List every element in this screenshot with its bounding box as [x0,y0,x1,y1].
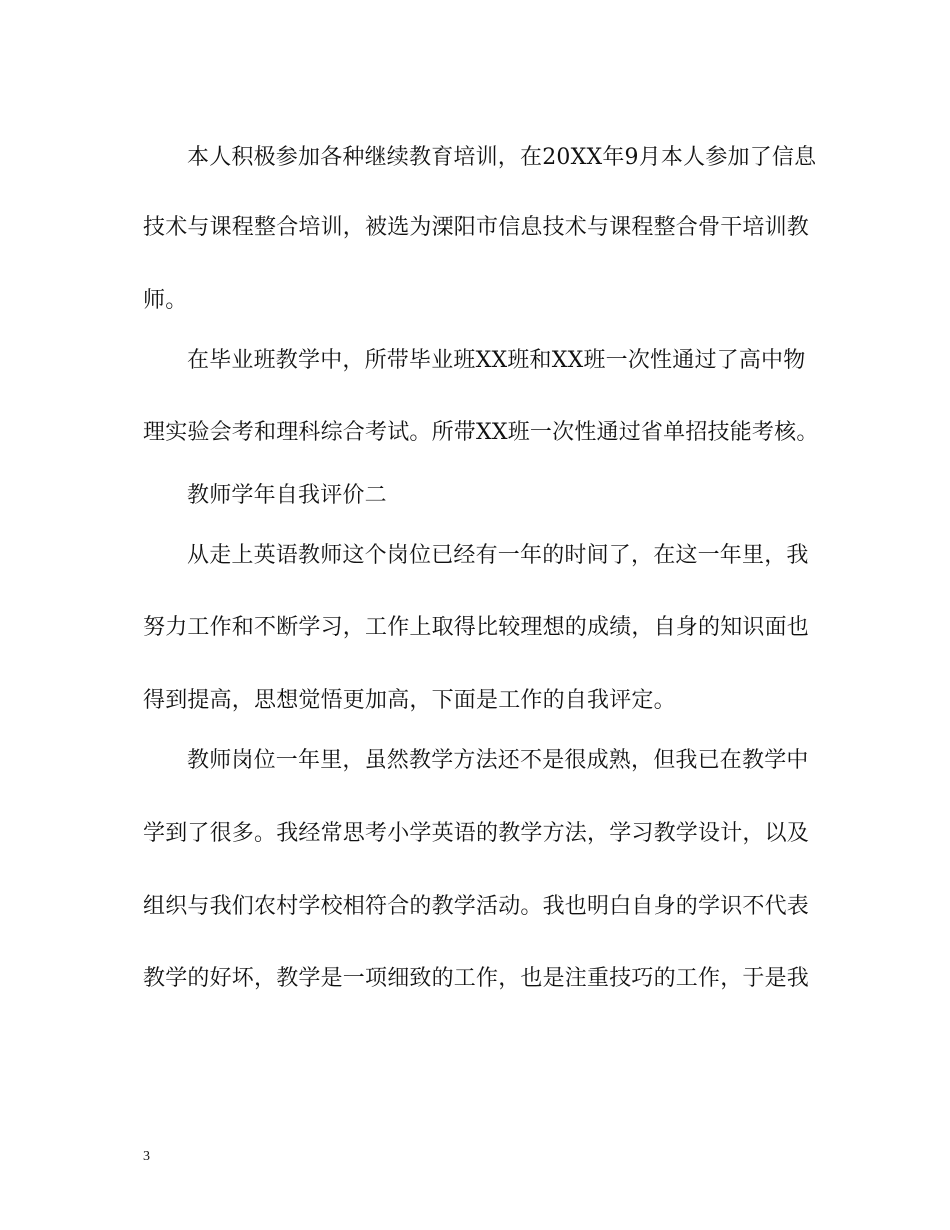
paragraph-line: 教师岗位一年里，虽然教学方法还不是很成熟，但我已在教学中 [187,748,809,773]
paragraph-line: 本人积极参加各种继续教育培训，在20XX年9月本人参加了信息 [187,145,817,170]
paragraph-line: 技术与课程整合培训，被选为溧阳市信息技术与课程整合骨干培训教 [143,215,810,240]
paragraph-line: 努力工作和不断学习，工作上取得比较理想的成绩，自身的知识面也 [143,615,810,640]
paragraph-line: 理实验会考和理科综合考试。所带XX班一次性通过省单招技能考核。 [143,420,819,445]
page-number: 3 [143,1149,150,1164]
paragraph-line: 得到提高，思想觉悟更加高，下面是工作的自我评定。 [143,688,676,713]
paragraph-line: 教学的好坏，教学是一项细致的工作，也是注重技巧的工作，于是我 [143,966,810,991]
paragraph-line: 师。 [143,288,188,313]
section-heading: 教师学年自我评价二 [187,483,387,508]
paragraph-line: 从走上英语教师这个岗位已经有一年的时间了，在这一年里，我 [187,543,809,568]
paragraph-line: 组织与我们农村学校相符合的教学活动。我也明白自身的学识不代表 [143,894,810,919]
paragraph-line: 学到了很多。我经常思考小学英语的教学方法，学习教学设计，以及 [143,821,810,846]
paragraph-line: 在毕业班教学中，所带毕业班XX班和XX班一次性通过了高中物 [187,348,806,373]
